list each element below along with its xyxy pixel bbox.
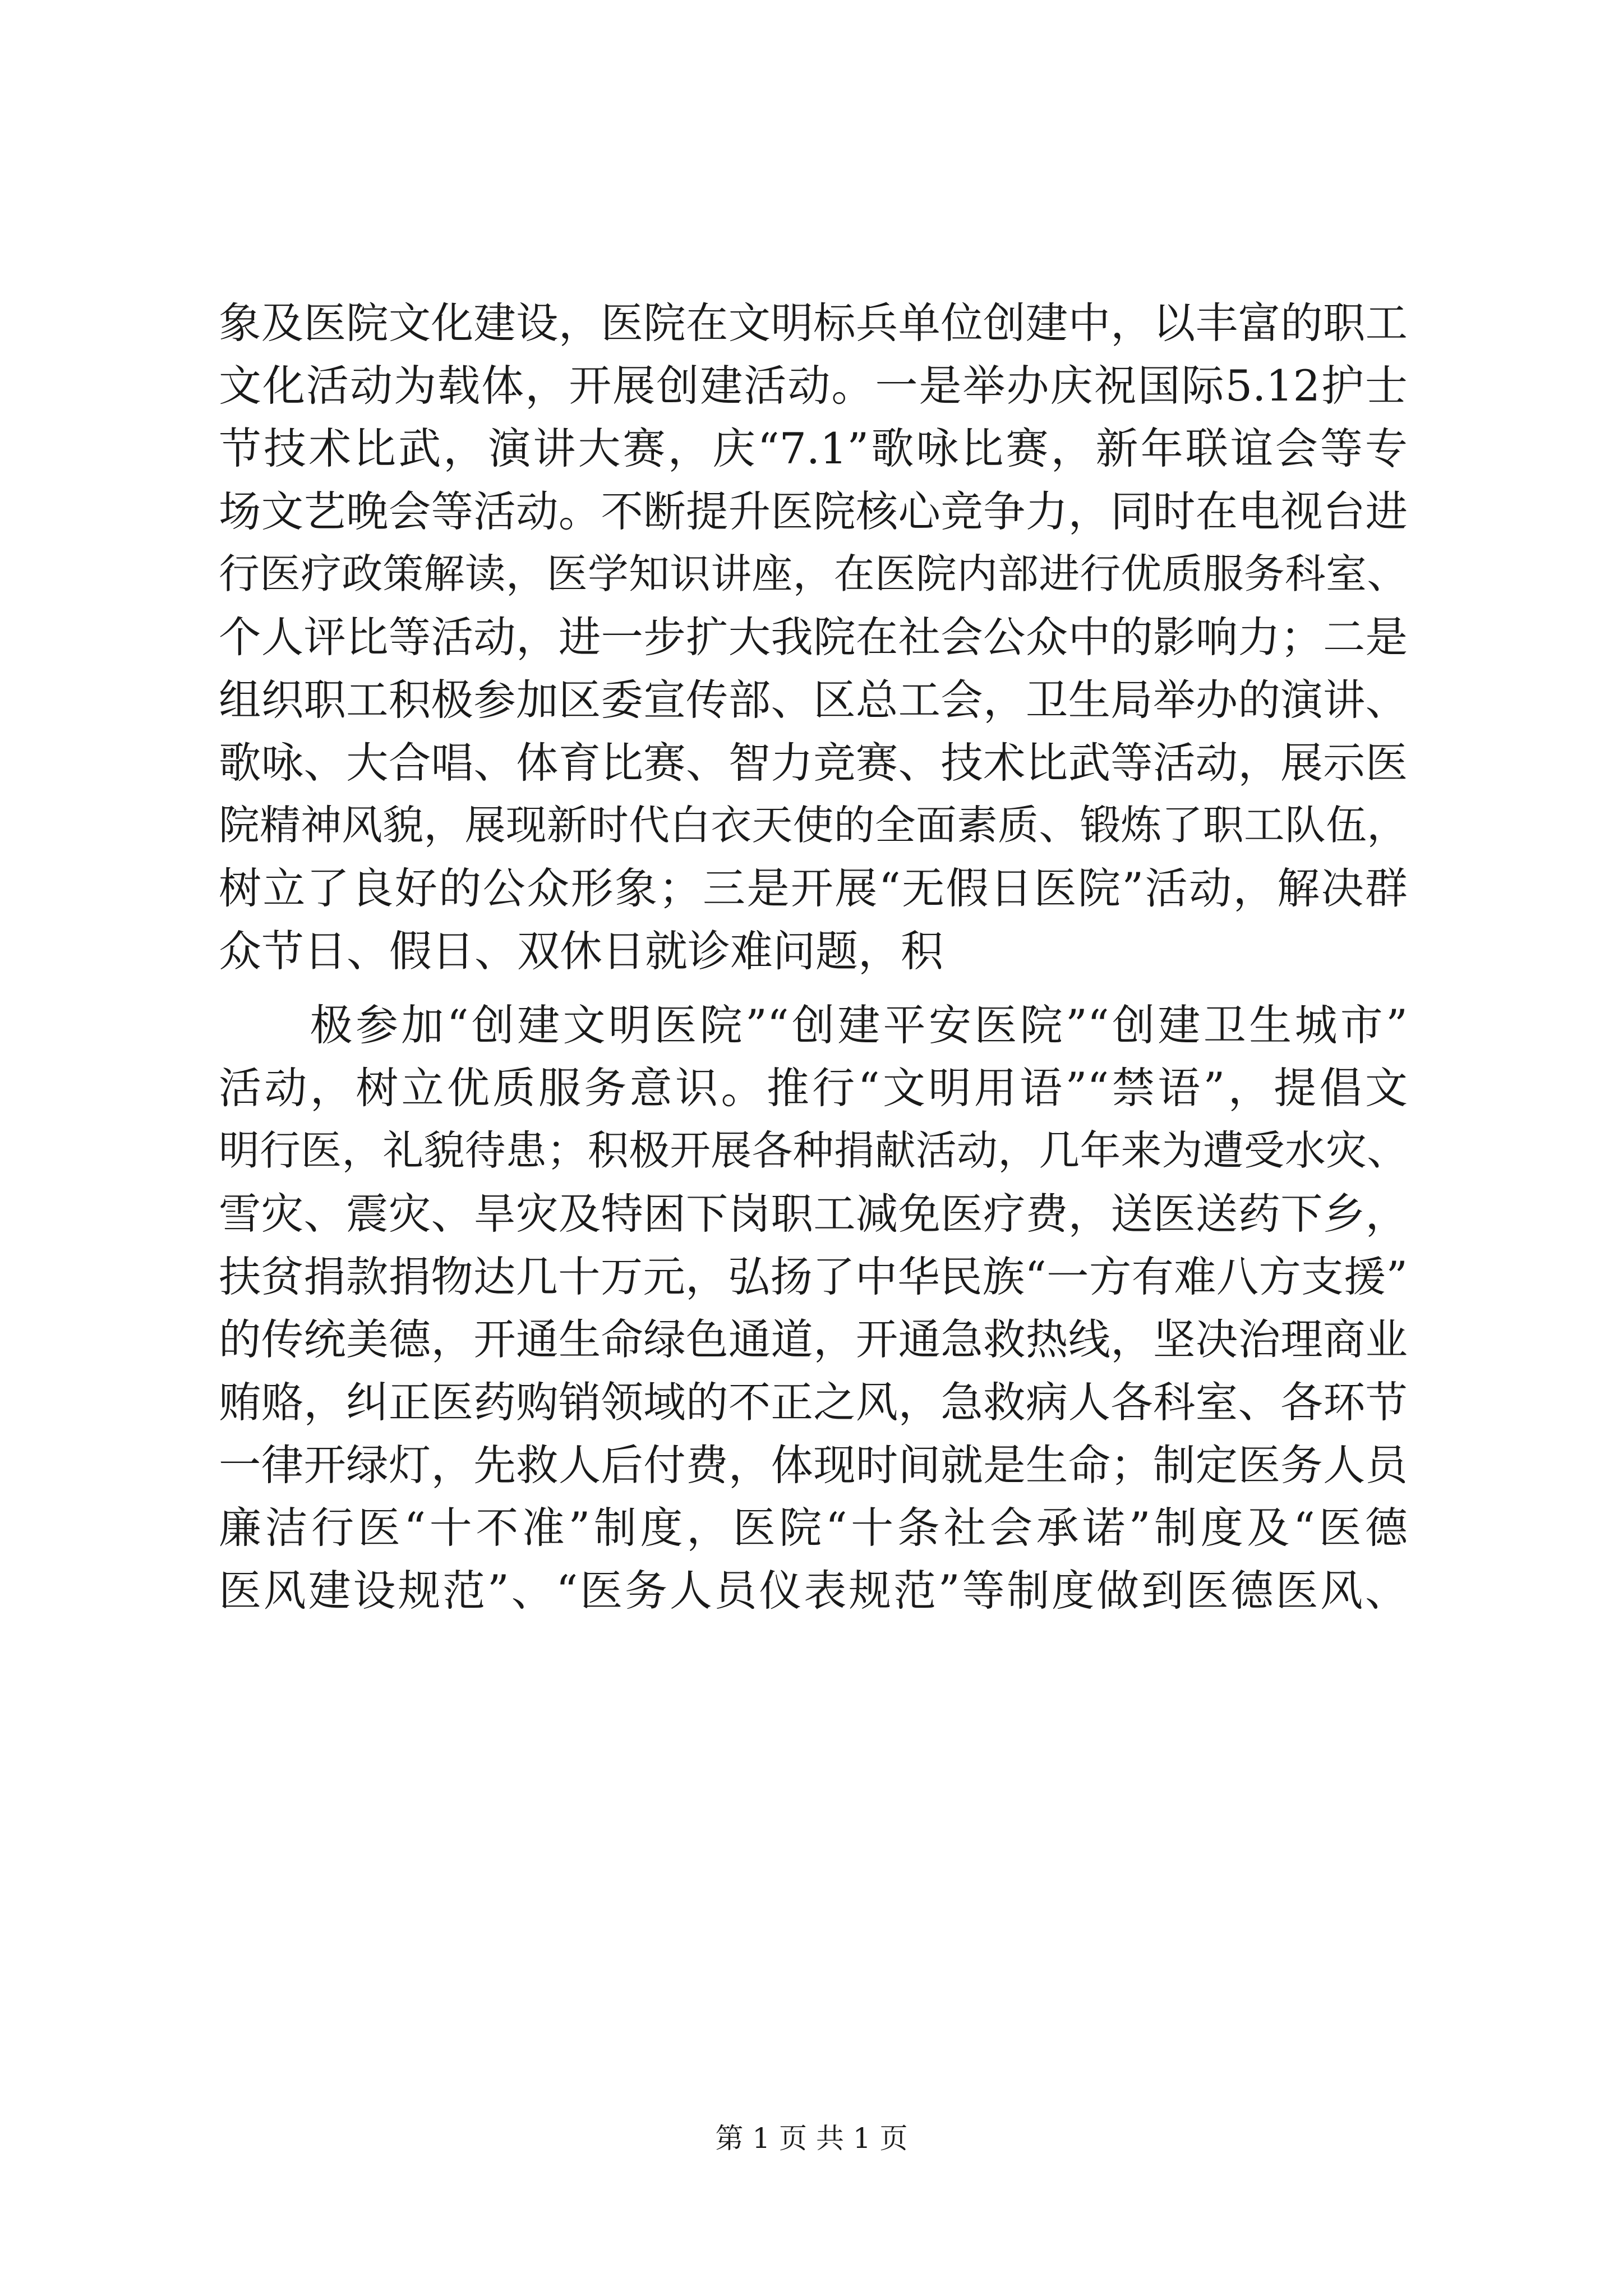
text-line: 行医疗政策解读，医学知识讲座，在医院内部进行优质服务科室、 xyxy=(219,550,1408,598)
text-line: 活动，树立优质服务意识。推行“文明用语”“禁语”，提倡文 xyxy=(219,1063,1408,1113)
text-line: 象及医院文化建设，医院在文明标兵单位创建中，以丰富的职工 xyxy=(219,298,1408,348)
text-line: 的传统美德，开通生命绿色通道，开通急救热线，坚决治理商业 xyxy=(219,1315,1408,1364)
text-line: 树立了良好的公众形象；三是开展“无假日医院”活动，解决群 xyxy=(219,863,1408,913)
text-line: 廉洁行医“十不准”制度，医院“十条社会承诺”制度及“医德 xyxy=(219,1503,1408,1553)
paragraph-2 xyxy=(219,994,1408,1622)
page-footer xyxy=(0,2116,1623,2156)
text-line: 雪灾、震灾、旱灾及特困下岗职工减免医疗费，送医送药下乡， xyxy=(219,1189,1408,1239)
text-line: 医风建设规范”、“医务人员仪表规范”等制度做到医德医风、 xyxy=(219,1566,1408,1616)
text-line: 节技术比武，演讲大赛，庆“7.1”歌咏比赛，新年联谊会等专 xyxy=(219,424,1408,473)
page-number-label: 第 1 页 共 1 页 xyxy=(715,2122,908,2155)
paragraph-1 xyxy=(219,292,1408,983)
text-line: 明行医，礼貌待患；积极开展各种捐献活动，几年来为遭受水灾、 xyxy=(219,1127,1408,1175)
text-line: 极参加“创建文明医院”“创建平安医院”“创建卫生城市” xyxy=(219,1000,1408,1050)
text-line: 场文艺晚会等活动。不断提升医院核心竞争力，同时在电视台进 xyxy=(219,487,1408,536)
text-line: 贿赂，纠正医药购销领域的不正之风，急救病人各科室、各环节 xyxy=(219,1378,1408,1427)
text-line: 一律开绿灯，先救人后付费，体现时间就是生命；制定医务人员 xyxy=(219,1441,1408,1490)
paragraph-gap xyxy=(219,983,1408,994)
text-line: 扶贫捐款捐物达几十万元，弘扬了中华民族“一方有难八方支援” xyxy=(219,1252,1408,1301)
text-line: 个人评比等活动，进一步扩大我院在社会公众中的影响力；二是 xyxy=(219,613,1408,662)
text-line: 歌咏、大合唱、体育比赛、智力竞赛、技术比武等活动，展示医 xyxy=(219,738,1408,788)
text-line: 文化活动为载体，开展创建活动。一是举办庆祝国际5.12护士 xyxy=(219,361,1408,411)
text-line: 众节日、假日、双休日就诊难问题，积 xyxy=(219,926,943,976)
document-body xyxy=(219,292,1408,1622)
text-line: 组织职工积极参加区委宣传部、区总工会，卫生局举办的演讲、 xyxy=(219,675,1408,725)
text-line: 院精神风貌，展现新时代白衣天使的全面素质、锻炼了职工队伍， xyxy=(219,802,1408,849)
